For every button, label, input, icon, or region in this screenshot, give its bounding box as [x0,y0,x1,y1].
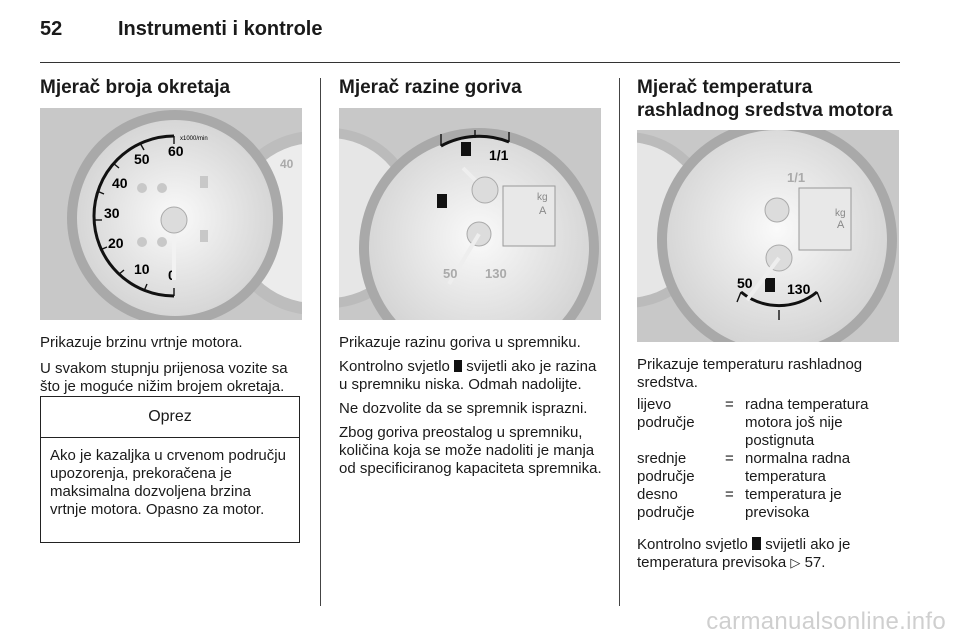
tach-unit-label: x1000/min [180,136,208,142]
tachometer-heading: Mjerač broja okretaja [40,77,231,98]
tachometer-section [40,76,302,99]
coolant-symbol-icon [765,278,775,292]
fuel-temp-label-50: 50 [443,266,458,281]
page-reference-icon[interactable]: ▷ [790,555,801,570]
definition-row: desno područje = temperatura je previsoka [637,486,842,521]
column-divider-2 [619,78,620,606]
fuel-text-3: Ne dozvolite da se spremnik isprazni. [339,400,588,417]
tach-label-50: 50 [134,151,150,167]
page-title: Instrumenti i kontrole [118,18,323,40]
definition-row: srednje područje = normalna radna temperatura [637,450,851,485]
fuel-text-4: Zbog goriva preostalog u spremniku, količina koja se može nadoliti je manja od specificiranog kapaciteta spremnika. [339,424,602,477]
fuel-lamp-icon [454,360,462,372]
tach-label-30: 30 [104,205,120,221]
svg-text:40: 40 [280,157,294,171]
caution-title: Oprez [41,397,299,438]
fuel-text-1: Prikazuje razinu goriva u spremniku. [339,334,581,351]
coolant-text-1: Prikazuje temperaturu rashladnog sredstva. [637,356,863,391]
fuel-kg-label: kg [537,192,548,203]
tach-label-20: 20 [108,235,124,251]
tach-label-40: 40 [112,175,128,191]
fuel-temp-label-130: 130 [485,266,507,281]
fuel-gauge-heading: Mjerač razine goriva [339,77,522,98]
tach-label-10: 10 [134,261,150,277]
coolant-gauge-image [637,130,899,342]
coolant-fuel-full-label: 1/1 [787,170,806,185]
caution-body: Ako je kazaljka u crvenom području upozorenja, prekoračena je maksimalna dozvoljena brzina vrtnje motora. Opasno za motor. [50,447,286,518]
fuel-pump-icon [461,142,471,156]
coolant-label-130: 130 [787,281,811,297]
coolant-a-label: A [837,219,845,231]
caution-box [40,396,300,543]
coolant-definition-table [637,396,899,522]
column-divider-1 [320,78,321,606]
header-rule [40,62,900,63]
tach-label-0: 0 [168,267,176,283]
definition-row: lijevo područje = radna temperatura motora još nije postignuta [637,396,869,449]
fuel-label-full: 1/1 [489,147,509,163]
tach-label-60: 60 [168,143,184,159]
coolant-label-50: 50 [737,275,753,291]
coolant-gauge-heading: Mjerač temperatura rashladnog sredstva motora [637,77,893,121]
tachometer-image [40,108,302,320]
coolant-lamp-icon [752,537,761,550]
watermark: carmanualsonline.info [706,608,946,635]
fuel-warning-icon [437,194,447,208]
coolant-text-2: Kontrolno svjetlo svijetli ako je temperatura previsoka ▷ 57. [637,536,851,571]
fuel-a-label: A [539,205,547,217]
coolant-kg-label: kg [835,208,846,219]
tachometer-text-2: U svakom stupnju prijenosa vozite sa što je moguće nižim brojem okretaja. [40,360,288,395]
fuel-gauge-image [339,108,601,320]
fuel-text-2: Kontrolno svjetlo svijetli ako je razina u spremniku niska. Odmah nadolijte. [339,358,597,393]
page-reference-link[interactable]: 57. [804,554,826,571]
page-number: 52 [40,18,63,40]
tachometer-text-1: Prikazuje brzinu vrtnje motora. [40,334,243,351]
